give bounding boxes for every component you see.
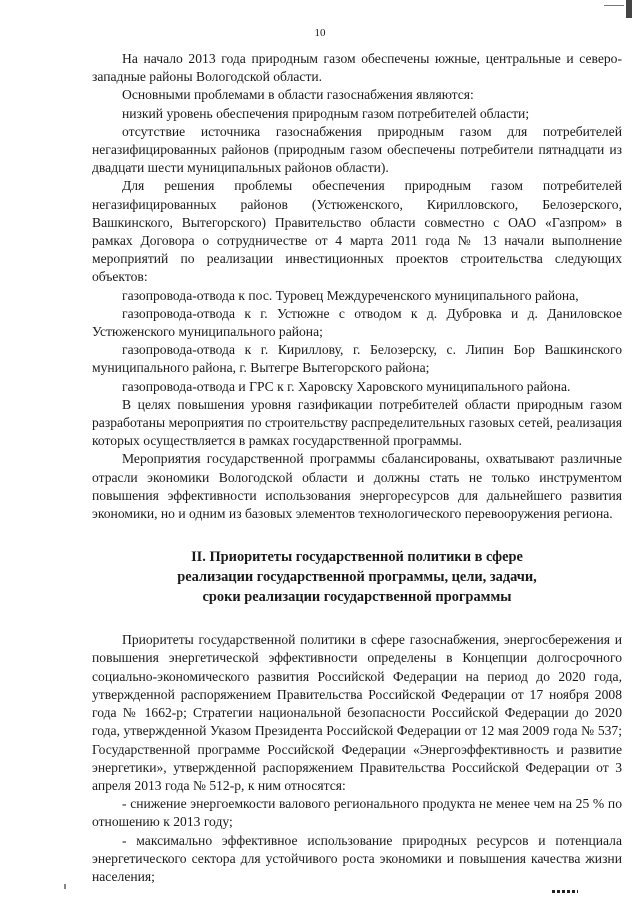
scan-mark	[604, 5, 624, 6]
list-item: - снижение энергоемкости валового регионального продукта не менее чем на 25 % по отношению к 2013 году;	[92, 796, 622, 830]
paragraph: отсутствие источника газоснабжения природным газом для потребителей негазифицированных районов (природным газом обеспечены потребители пятнадцати из двадцати шести муниципальных районов области).	[92, 123, 622, 176]
paragraph: Для решения проблемы обеспечения природным газом потребителей негазифицированных районов (Устюженского, Кирилловского, Белозерского, Вашкинского, Вытегорского) Правительство области совместно с ОАО «Газпром» в рамках Договора о сотрудничестве от 4 марта 2011 года № 13 начали выполнение мероприятий по реализации инвестиционных проектов строительства следующих объектов:	[92, 178, 622, 285]
paragraph: низкий уровень обеспечения природным газом потребителей области;	[122, 105, 530, 121]
section-heading-line: II. Приоритеты государственной политики в сфере	[191, 549, 523, 566]
list-item: газопровода-отвода к пос. Туровец Междуреченского муниципального района,	[122, 287, 579, 303]
section-heading	[92, 547, 622, 607]
scan-mark	[626, 0, 632, 18]
scan-mark	[552, 890, 578, 893]
section-heading-line: сроки реализации государственной программы	[202, 589, 512, 606]
page-number: 10	[314, 27, 326, 39]
paragraph: Приоритеты государственной политики в сфере газоснабжения, энергосбережения и повышения энергетической эффективности определены в Концепции долгосрочного социально-экономического развития Российской Федерации на период до 2020 года, утвержденной распоряжением Правительства Российской Федерации от 17 ноября 2008 года № 1662-р; Стратегии национальной безопасности Российской Федерации до 2020 года, утвержденной Указом Президента Российской Федерации от 12 мая 2009 года № 537; Государственной программе Российской Федерации «Энергоэффективность и развитие энергетики», утвержденной распоряжением Правительства Российской Федерации от 3 апреля 2013 года № 512-р, к ним относятся:	[92, 632, 622, 793]
section-heading-line: реализации государственной программы, цели, задачи,	[177, 569, 537, 586]
list-item: газопровода-отвода к г. Кириллову, г. Белозерску, с. Липин Бор Вашкинского муниципального района, г. Вытегре Вытегорского района;	[92, 342, 622, 376]
paragraph: Мероприятия государственной программы сбалансированы, охватывают различные отрасли экономики Вологодской области и должны стать не только инструментом повышения эффективности использования энергоресурсов для дальнейшего развития экономики, но и одним из базовых элементов технологического перевооружения региона.	[92, 451, 622, 522]
paragraph: Основными проблемами в области газоснабжения являются:	[122, 87, 474, 103]
paragraph: На начало 2013 года природным газом обеспечены южные, центральные и северо-западные районы Вологодской области.	[92, 51, 622, 85]
paragraph: В целях повышения уровня газификации потребителей области природным газом разработаны мероприятия по строительству распределительных газовых сетей, реализация которых осуществляется в рамках государственной программы.	[92, 396, 622, 449]
body-text	[92, 50, 622, 886]
list-item: газопровода-отвода и ГРС к г. Харовску Харовского муниципального района.	[122, 378, 571, 394]
list-item: - максимально эффективное использование природных ресурсов и потенциала энергетического сектора для устойчивого роста экономики и повышения качества жизни населения;	[92, 832, 622, 884]
scan-mark	[64, 884, 66, 889]
list-item: газопровода-отвода к г. Устюжне с отводом к д. Дубровка и д. Даниловское Устюженского муниципального района;	[92, 305, 622, 340]
